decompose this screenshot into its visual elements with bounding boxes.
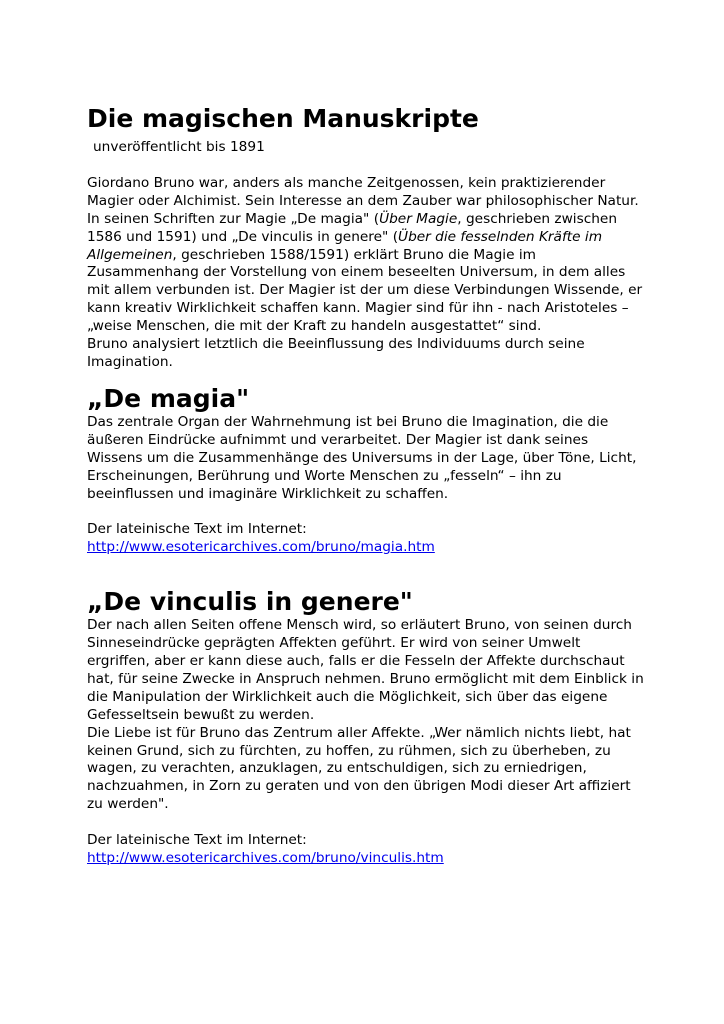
intro-paragraph-3: Bruno analysiert letztlich die Beeinflussung des Individuums durch seine Imagination. [87,336,585,370]
section-text-de-magia: Das zentrale Organ der Wahrnehmung ist bei Bruno die Imagination, die die äußeren Eindrücke aufnimmt und verarbeitet. Der Magier ist dank seines Wissens um die Zusammenhänge des Universums in der Lage, über Töne, Licht, Erscheinungen, Berührung und Worte Menschen zu „fesseln“ – ihn zu beeinflussen und imaginäre Wirklichkeit zu schaffen. [87,413,637,502]
section-text-de-vinculis-2: Die Liebe ist für Bruno das Zentrum aller Affekte. „Wer nämlich nichts liebt, hat keinen Grund, sich zu fürchten, zu hoffen, zu rühmen, sich zu überheben, zu wagen, zu verachten, anzuklagen, zu entschuldigen, sich zu erniedrigen, nachzuahmen, in Zorn zu geraten und von den übrigen Modi dieser Art affiziert zu werden". [87,724,631,813]
link-magia[interactable]: http://www.esotericarchives.com/bruno/magia.htm [87,539,435,556]
document-page [87,104,647,868]
italic-title-de-vinculis: Über die fesselnden Kräfte im Allgemeinen [87,228,603,263]
link-label-vinculis: Der lateinische Text im Internet: [87,832,307,849]
subtitle: unveröffentlicht bis 1891 [93,139,265,155]
intro-paragraph-2: In seinen Schriften zur Magie „De magia" (Über Magie, geschrieben zwischen 1586 und 1591) und „De vinculis in genere" (Über die fesselnden Kräfte im Allgemeinen, geschrieben 1588/1591) erklärt Bruno die Magie im Zusammenhang der Vorstellung von einem beseelten Universum, in dem alles mit allem verbunden ist. Der Magier ist der um diese Verbindungen Wissende, er kann kreativ Wirklichkeit schaffen kann. Magier sind für ihn - nach Aristoteles – „weise Menschen, die mit der Kraft zu handeln ausgestattet“ sind. [87,210,643,335]
spacer [87,157,647,175]
intro-paragraph-1: Giordano Bruno war, anders als manche Zeitgenossen, kein praktizierender Magier oder Alchimist. Sein Interesse an dem Zauber war philosophischer Natur. [87,174,639,209]
link-label-magia: Der lateinische Text im Internet: [87,521,307,538]
link-vinculis[interactable]: http://www.esotericarchives.com/bruno/vinculis.htm [87,850,444,867]
page-title: Die magischen Manuskripte [87,104,479,133]
section-text-de-vinculis-1: Der nach allen Seiten offene Mensch wird, so erläutert Bruno, von seinen durch Sinneseindrücke geprägten Affekten geführt. Er wird von seiner Umwelt ergriffen, aber er kann diese auch, falls er die Fesseln der Affekte durchschaut hat, für seine Zwecke in Anspruch nehmen. Bruno ermöglicht mit dem Einblick in die Manipulation der Wirklichkeit auch die Möglichkeit, sich über das eigene Gefesseltsein bewußt zu werden. [87,617,644,723]
spacer [87,814,647,832]
section-heading-de-vinculis: „De vinculis in genere" [87,587,413,617]
spacer [87,503,647,521]
section-heading-de-magia: „De magia" [87,383,250,413]
italic-title-de-magia: Über Magie [379,210,458,227]
